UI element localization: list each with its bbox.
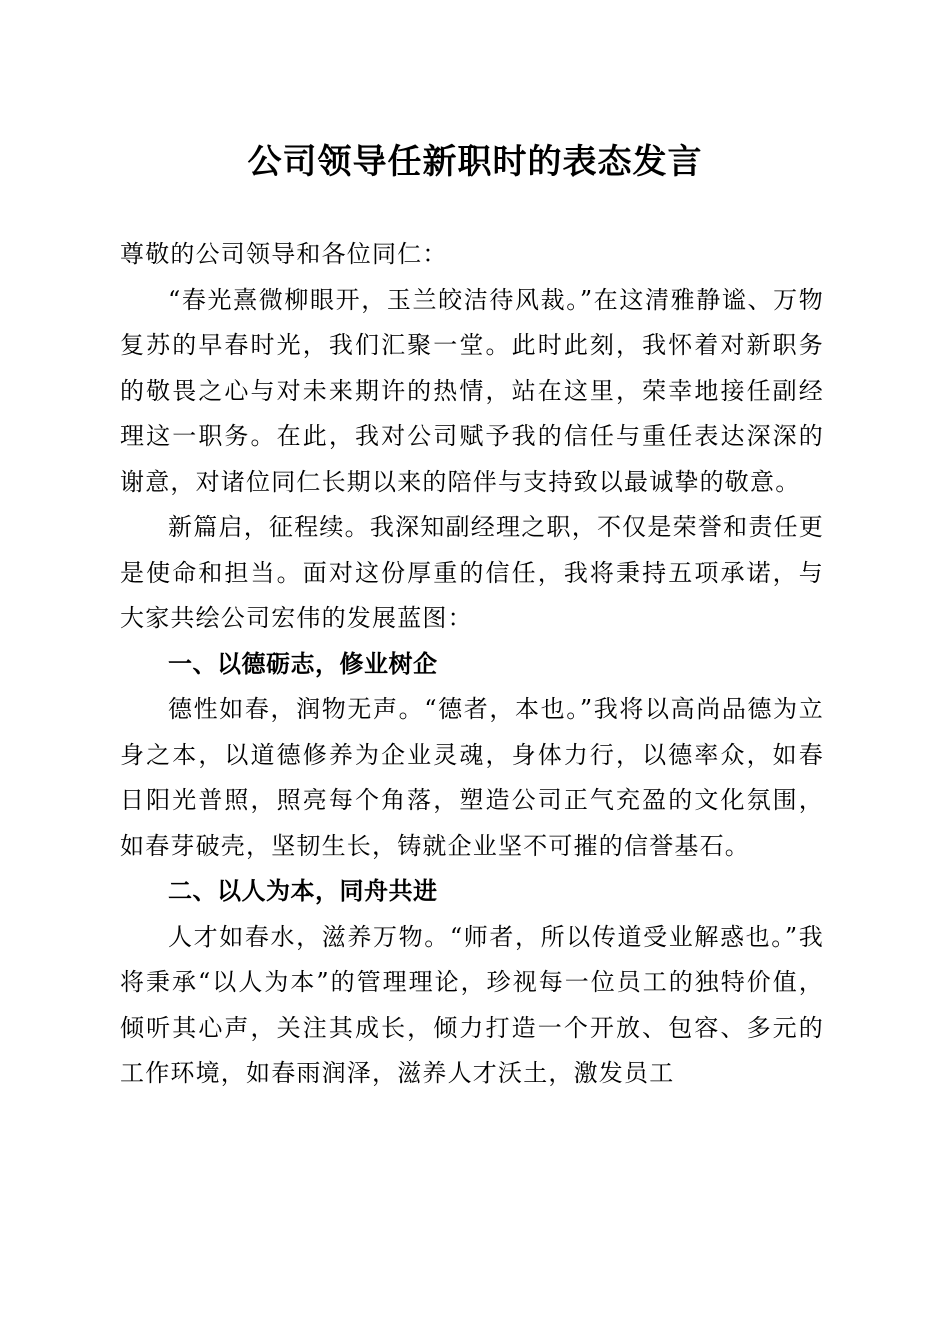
section-heading-1: 一、以德砺志，修业树企 <box>168 649 438 678</box>
document-body <box>120 232 824 1097</box>
paragraph-section-1: 德性如春，润物无声。“德者，本也。”我将以高尚品德为立身之本，以道德修养为企业灵魂，身体力行，以德率众，如春日阳光普照，照亮每个角落，塑造公司正气充盈的文化氛围，如春芽破壳，坚韧生长，铸就企业坚不可摧的信誉基石。 <box>120 695 824 860</box>
paragraph-opening: “春光熹微柳眼开，玉兰皎洁待风裁。”在这清雅静谧、万物复苏的早春时光，我们汇聚一堂。此时此刻，我怀着对新职务的敬畏之心与对未来期许的热情，站在这里，荣幸地接任副经理这一职务。在此，我对公司赋予我的信任与重任表达深深的谢意，对诸位同仁长期以来的陪伴与支持致以最诚挚的敬意。 <box>120 285 824 496</box>
document-title: 公司领导任新职时的表态发言 <box>247 142 703 182</box>
paragraph-section-2: 人才如春水，滋养万物。“师者，所以传道受业解惑也。”我将秉承“以人为本”的管理理论，珍视每一位员工的独特价值，倾听其心声，关注其成长，倾力打造一个开放、包容、多元的工作环境，如春雨润泽，滋养人才沃土，激发员工 <box>120 922 824 1087</box>
paragraph-commitments-intro: 新篇启，征程续。我深知副经理之职，不仅是荣誉和责任更是使命和担当。面对这份厚重的信任，我将秉持五项承诺，与大家共绘公司宏伟的发展蓝图： <box>120 513 824 632</box>
section-heading-2: 二、以人为本，同舟共进 <box>168 877 438 905</box>
salutation: 尊敬的公司领导和各位同仁： <box>120 240 448 268</box>
